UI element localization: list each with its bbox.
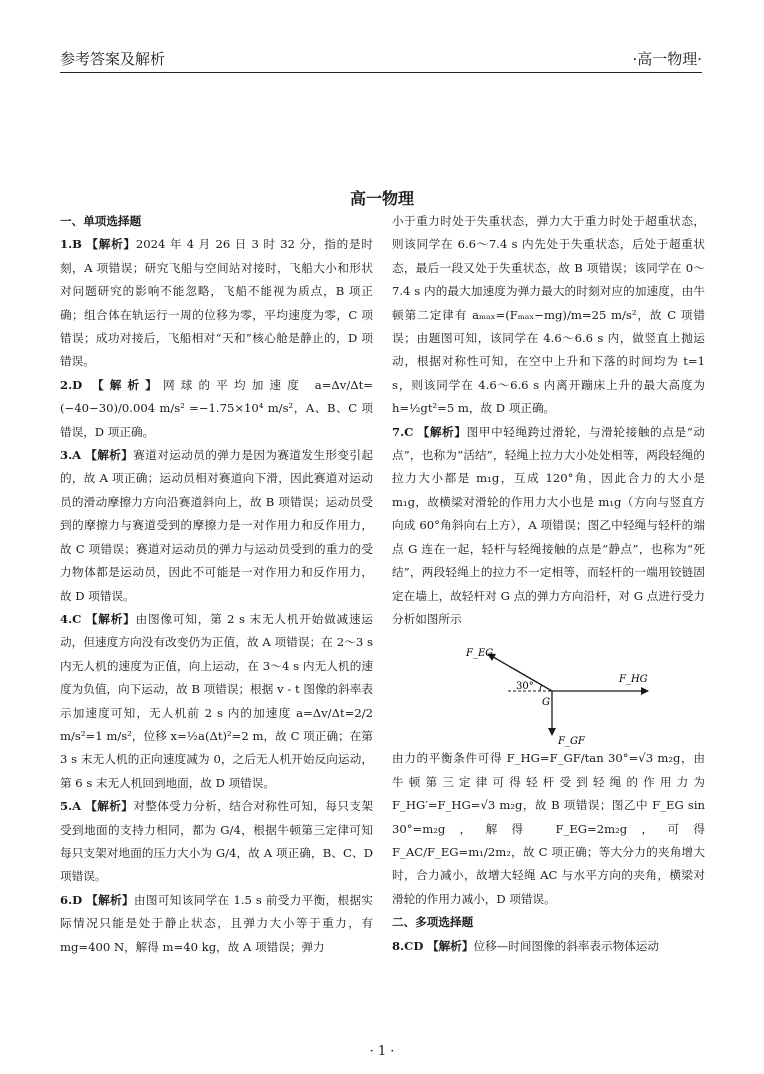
analysis-tag: 【解析】 — [85, 611, 136, 626]
item-number: 6.D — [60, 892, 83, 907]
analysis-tag: 【解析】 — [85, 799, 134, 814]
item-text: 由图像可知，第 2 s 末无人机开始做减速运动，但速度方向没有改变仍为正值，故 A 项错误；在 2～3 s 内无人机的速度为正值，向上运动，在 3～4 s 内无人机的速度为负值，向下运动，故 B 项错误；根据 v - t 图像的斜率表示加速度可知，无人机前 2 s 内的加速度 a=Δv/Δt=2/2 m/s²=1 m/s²，位移 x=½a(Δt)²=2 m，故 C 项正确；在第 3 s 末无人机的正向速度减为 0，之后无人机开始反向运动，第 6 s 末无人机回到地面，故 D 项错误。 — [60, 611, 373, 790]
section-heading-multiple-choice: 二、多项选择题 — [392, 915, 474, 930]
item-text: 赛道对运动员的弹力是因为赛道发生形变引起的，故 A 项正确；运动员相对赛道向下滑，因此赛道对运动员的滑动摩擦力方向沿赛道斜向上，故 B 项错误；运动员受到的摩擦力与赛道受到的摩擦力是一对作用力和反作用力，故 C 项错误；赛道对运动员的弹力与运动员受到的重力的受力物体都是运动员，因此不可能是一对作用力和反作用力，故 D 项错误。 — [60, 448, 373, 603]
page-title: 高一物理 — [349, 189, 414, 208]
item-text: 图甲中轻绳跨过滑轮，与滑轮接触的点是“动点”，也称为“活结”，轻绳上拉力大小处处相等，两段轻绳的拉力大小都是 m₁g，互成 120°角，因此合力的大小是 m₁g，故横梁对滑轮的作用力大小也是 m₁g（方向与竖直方向成 60°角斜向右上方），A 项错误；图乙中轻绳与轻杆的端点 G 连在一起，轻杆与轻绳接触的点是“静点”，也称为“死结”，两段轻绳上的拉力不一定相等，而轻杆的一端用铰链固定在墙上，故轻杆对 G 点的弹力方向沿杆，对 G 点进行受力分析如图所示 — [392, 424, 705, 626]
label-point-g: G — [542, 697, 550, 709]
item-number: 5.A — [60, 799, 82, 814]
label-f-hg: F_HG — [619, 674, 648, 686]
item-text: 位移—时间图像的斜率表示物体运动 — [473, 938, 659, 953]
angle-arc — [540, 685, 542, 691]
item-number: 7.C — [392, 424, 414, 439]
answer-item-6-continued: 小于重力时处于失重状态，弹力大于重力时处于超重状态，则该同学在 6.6～7.4 s 内先处于失重状态，后处于超重状态，最后一段又处于失重状态，故 B 项错误；该同学在 0～7.4 s 内的最大加速度为弹力最大的时刻对应的加速度，由牛顿第二定律有 aₘₐₓ=(Fₘₐₓ−mg)/m=25 m/s²，故 C 项错误；由题图可知，该同学在 4.6～6.6 s 内，做竖直上抛运动，根据对称性可知，在空中上升和下落的时间均为 t=1 s，则该同学在 4.6～6.6 s 内离开蹦床上升的最大高度为 h=½gt²=5 m，故 D 项正确。 — [392, 214, 705, 416]
force-diagram — [392, 631, 705, 747]
force-diagram-svg — [392, 631, 705, 747]
item-text: 2024 年 4 月 26 日 3 时 32 分，指的是时刻，A 项错误；研究飞船与空间站对接时，飞船大小和形状对问题研究的影响不能忽略，飞船不能视为质点，B 项正确；组合体在轨运行一周的位移为零，平均速度为零，C 项错误；成功对接后，飞船相对“天和”核心舱是静止的，D 项错误。 — [60, 237, 373, 369]
label-f-gf: F_GF — [558, 736, 585, 748]
analysis-tag: 【解析】 — [86, 892, 134, 907]
answer-item-3 — [60, 444, 373, 608]
item-number: 4.C — [60, 611, 82, 626]
header-rule — [60, 72, 702, 73]
item-number: 3.A — [60, 448, 82, 463]
item-number: 1.B — [60, 237, 82, 252]
page-number: · 1 · — [369, 1044, 395, 1059]
answer-item-5 — [60, 795, 373, 889]
right-column — [392, 210, 705, 958]
answer-item-7 — [392, 421, 705, 632]
analysis-tag: 【解析】 — [417, 424, 467, 439]
item-number: 8.CD — [392, 938, 424, 953]
item-text: 网球的平均加速度 a=Δv/Δt=(−40−30)/0.004 m/s² =−1.75×10⁴ m/s²，A、B、C 项错误，D 项正确。 — [60, 377, 373, 439]
item-number: 2.D — [60, 377, 83, 392]
section-heading-single-choice: 一、单项选择题 — [60, 214, 142, 228]
header-left-text: 参考答案及解析 — [60, 50, 166, 68]
analysis-tag: 【解析】 — [427, 938, 474, 953]
answer-item-7-continued: 由力的平衡条件可得 F_HG=F_GF/tan 30°=√3 m₂g，由牛顿第三定律可得轻杆受到轻绳的作用力为 F_HG′=F_HG=√3 m₂g，故 B 项错误；图乙中 F_EG sin 30°=m₂g，解得 F_EG=2m₂g，可得 F_AC/F_EG=m₁/2m₂，故 C 项正确；等大分力的夹角增大时，合力减小，故增大轻绳 AC 与水平方向的夹角，横梁对滑轮的作用力减小，D 项错误。 — [392, 751, 705, 906]
page-header — [60, 38, 702, 72]
answer-item-4 — [60, 608, 373, 795]
analysis-tag: 【解析】 — [86, 237, 136, 252]
item-text: 对整体受力分析，结合对称性可知，每只支架受到地面的支持力相同，都为 G/4，根据牛顿第三定律可知每只支架对地面的压力大小为 G/4，故 A 项正确，B、C、D 项错误。 — [60, 799, 373, 884]
item-text: 由图可知该同学在 1.5 s 前受力平衡，根据实际情况只能是处于静止状态，且弹力大小等于重力，有 mg=400 N，解得 m=40 kg，故 A 项错误；弹力 — [60, 892, 373, 954]
analysis-tag: 【解析】 — [85, 448, 134, 463]
answer-item-2 — [60, 374, 373, 444]
label-angle: 30° — [516, 681, 534, 693]
label-f-eg: F_EG — [466, 648, 494, 660]
answer-item-6 — [60, 889, 373, 959]
left-column — [60, 210, 373, 959]
answer-item-1 — [60, 233, 373, 373]
analysis-tag: 【解析】 — [92, 377, 163, 392]
header-right-text: ·高一物理· — [632, 50, 702, 68]
answer-item-8 — [392, 935, 705, 958]
